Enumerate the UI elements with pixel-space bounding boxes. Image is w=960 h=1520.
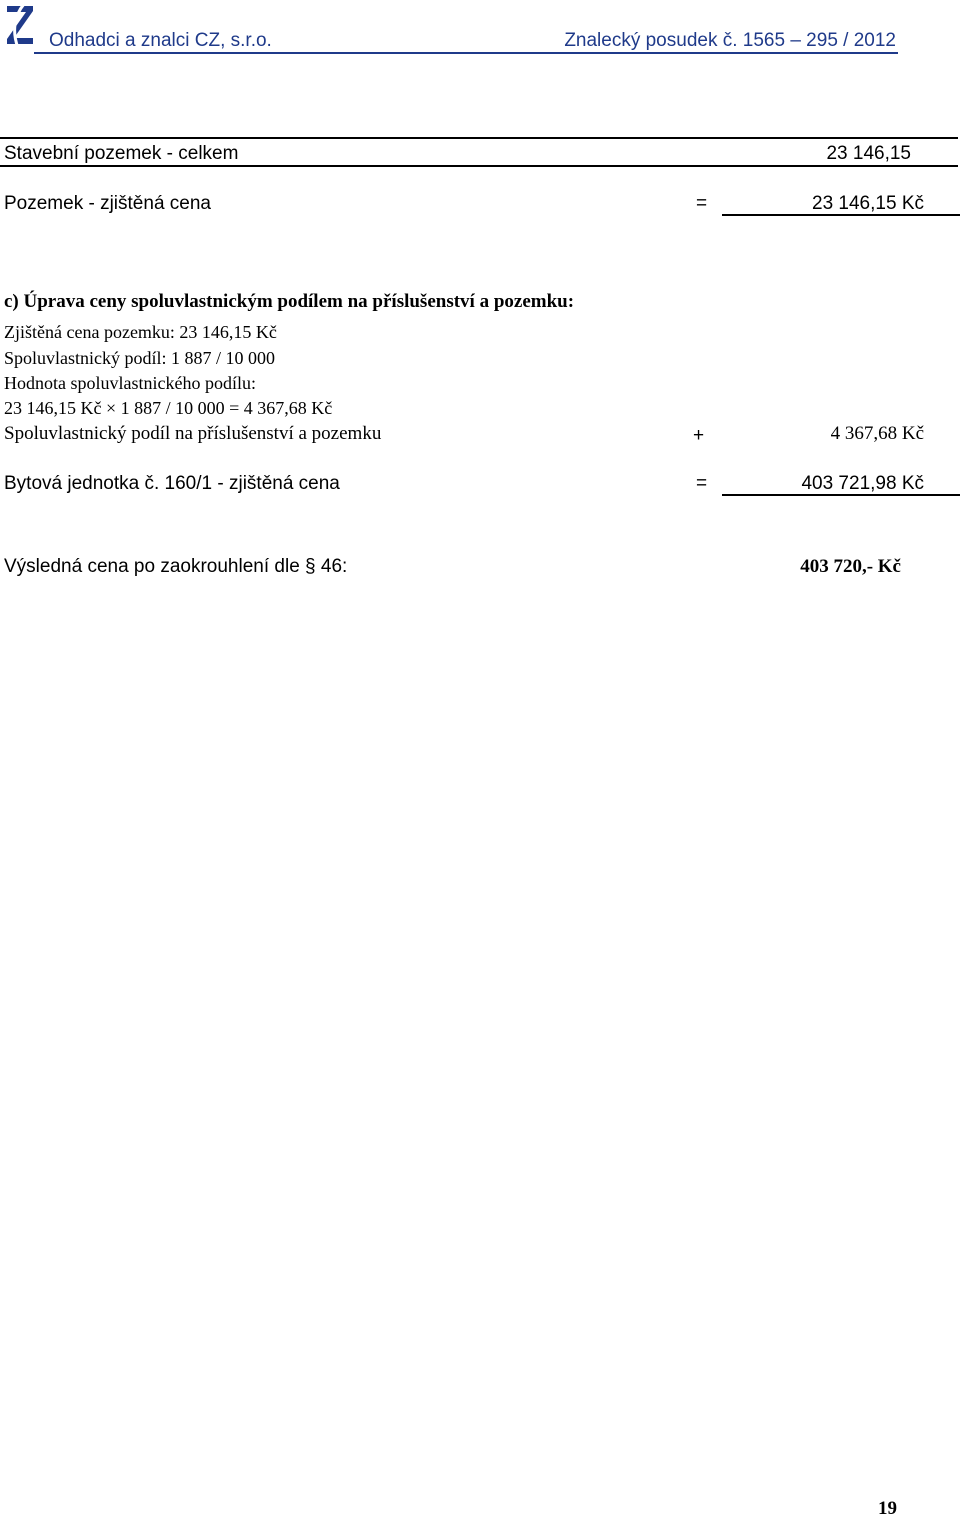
section-c-heading: c) Úprava ceny spoluvlastnickým podílem na příslušenství a pozemku: — [4, 291, 575, 312]
building-land-value: 23 146,15 — [826, 143, 911, 164]
section-c-line: Hodnota spoluvlastnického podílu: — [4, 373, 256, 393]
section-bottom-rule — [0, 165, 958, 167]
final-price-label: Výsledná cena po zaokrouhlení dle § 46: — [4, 556, 348, 577]
final-price-value: 403 720,- Kč — [800, 556, 901, 577]
page-number: 19 — [878, 1498, 897, 1519]
header-divider — [34, 52, 898, 54]
building-land-label: Stavební pozemek - celkem — [4, 143, 239, 164]
section-c-line: Zjištěná cena pozemku: 23 146,15 Kč — [4, 322, 277, 342]
share-operator: + — [693, 425, 705, 446]
land-price-operator: = — [696, 193, 708, 214]
stylized-z-logo-icon — [4, 2, 36, 48]
section-c-line: Spoluvlastnický podíl: 1 887 / 10 000 — [4, 348, 276, 368]
unit-price-label: Bytová jednotka č. 160/1 - zjištěná cena — [4, 473, 340, 494]
report-number: Znalecký posudek č. 1565 – 295 / 2012 — [564, 30, 896, 51]
unit-price-underline — [722, 494, 960, 496]
section-top-rule — [0, 137, 958, 139]
land-price-underline — [722, 214, 960, 216]
section-c-line: 23 146,15 Kč × 1 887 / 10 000 = 4 367,68 Kč — [4, 398, 333, 418]
company-name: Odhadci a znalci CZ, s.r.o. — [49, 30, 272, 51]
share-value: 4 367,68 Kč — [830, 423, 924, 444]
land-price-value: 23 146,15 Kč — [812, 193, 924, 214]
land-price-label: Pozemek - zjištěná cena — [4, 193, 211, 214]
unit-price-operator: = — [696, 473, 708, 494]
share-label: Spoluvlastnický podíl na příslušenství a pozemku — [4, 423, 382, 444]
unit-price-value: 403 721,98 Kč — [801, 473, 924, 494]
